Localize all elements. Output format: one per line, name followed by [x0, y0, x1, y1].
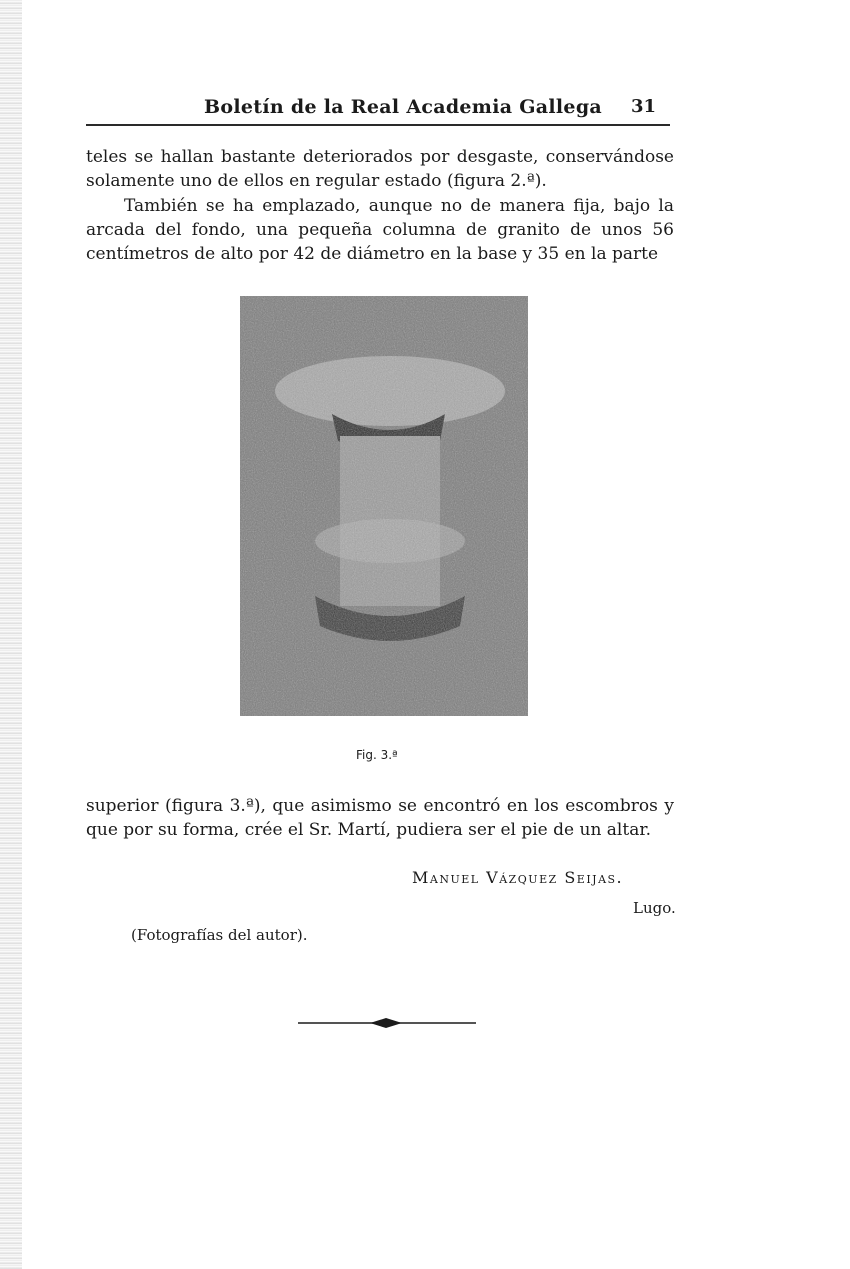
- journal-title: Boletín de la Real Academia Gallega: [204, 96, 603, 118]
- photo-credit: (Fotografías del autor).: [131, 926, 308, 944]
- column-photograph: [240, 296, 528, 716]
- end-ornament: [298, 1014, 476, 1032]
- page-edge-shadow: [0, 0, 22, 1269]
- paragraph-conclusion: superior (figura 3.ª), que asimismo se encontró en los escombros y que por su forma, crée el Sr. Martí, pudiera ser el pie de un altar.: [86, 796, 674, 840]
- running-header: [86, 94, 670, 126]
- page-number: 31: [630, 96, 656, 117]
- signature-place: Lugo.: [633, 899, 676, 917]
- author-signature: Manuel Vázquez Seijas.: [412, 868, 624, 887]
- paragraph-continuation: teles se hallan bastante deteriorados por desgaste, conservándose solamente uno de ellos en regular estado (figura 2.ª).: [86, 147, 674, 191]
- paragraph-column: También se ha emplazado, aunque no de manera fija, bajo la arcada del fondo, una pequeña columna de granito de unos 56 centímetros de alto por 42 de diámetro en la base y 35 en la parte: [86, 196, 674, 264]
- figure-photo: [240, 296, 528, 716]
- figure-caption: Fig. 3.ª: [356, 748, 398, 762]
